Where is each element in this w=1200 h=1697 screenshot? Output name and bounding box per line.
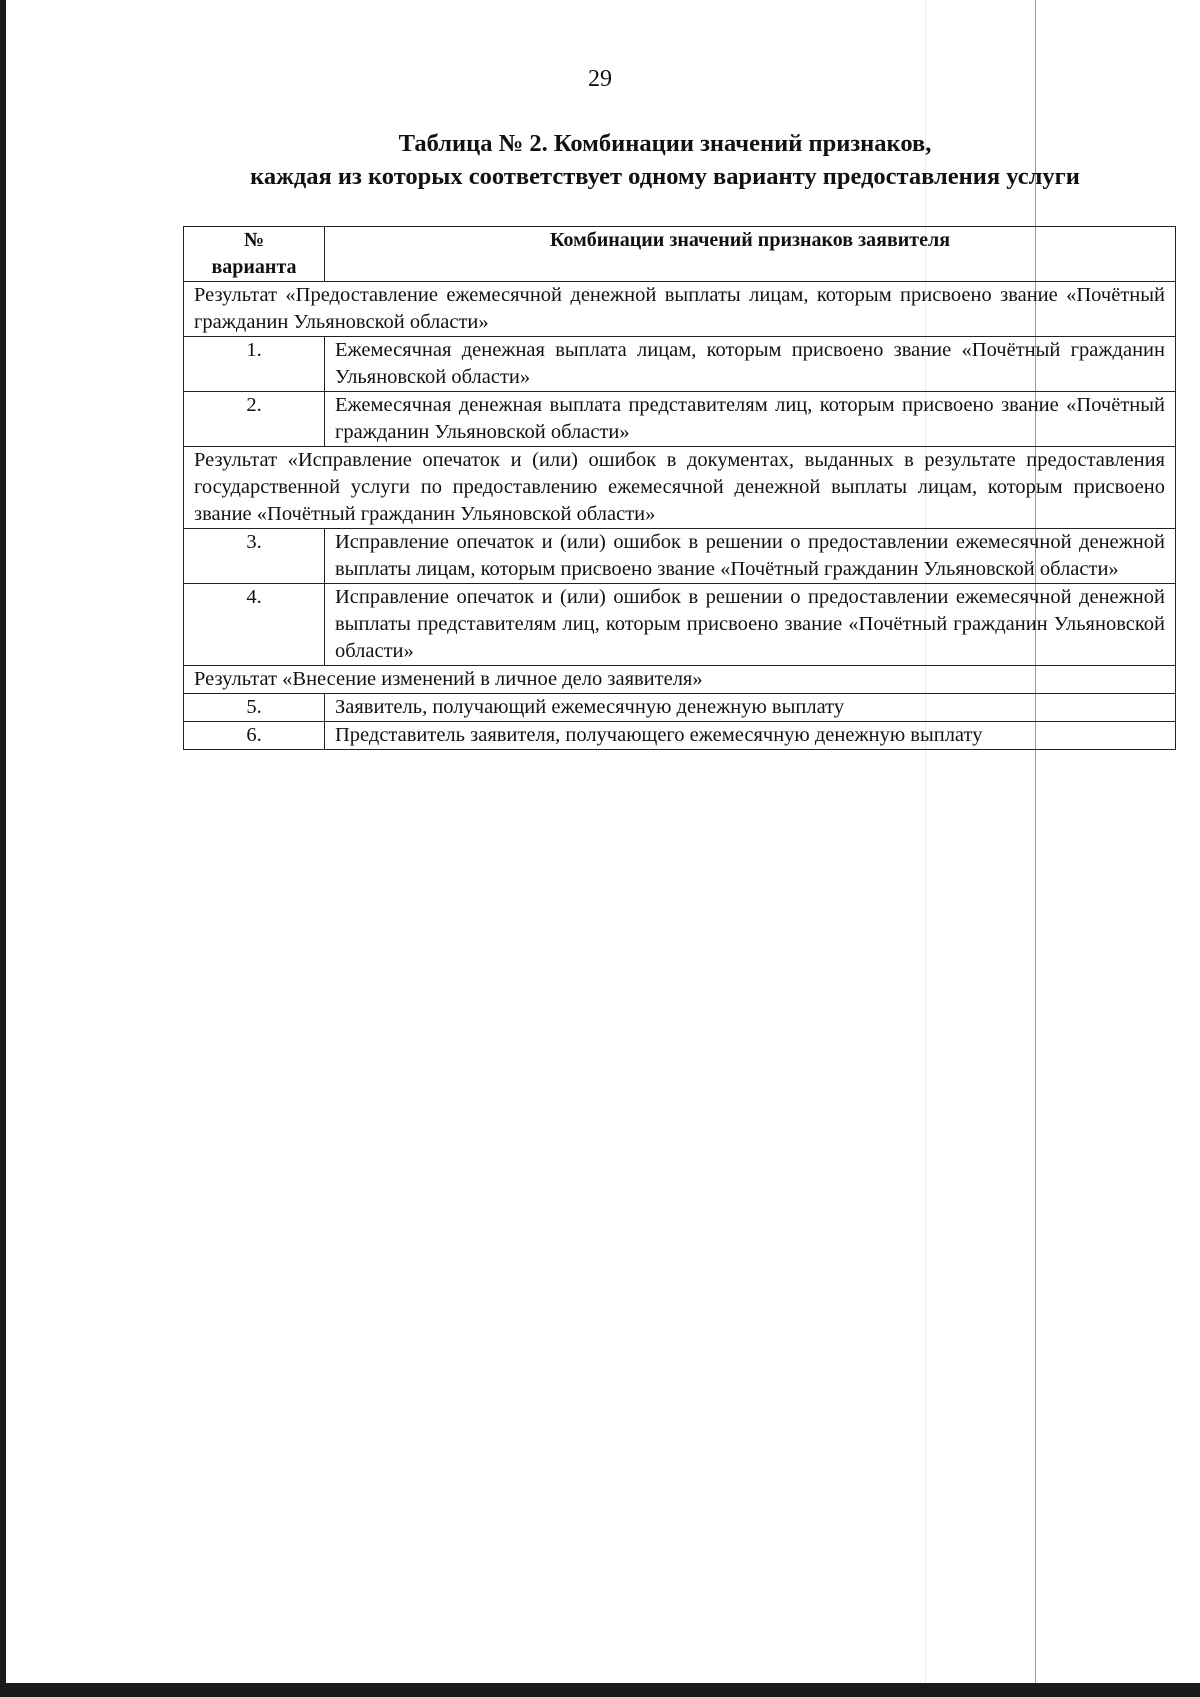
result-group-row xyxy=(184,447,1176,529)
table-row xyxy=(184,529,1176,584)
header-number-sign: № xyxy=(243,229,265,251)
variant-number: 3. xyxy=(184,529,325,584)
variant-number: 1. xyxy=(184,337,325,392)
scan-left-edge xyxy=(0,0,6,1697)
table-row xyxy=(184,694,1176,722)
variant-text: Ежемесячная денежная выплата лицам, которым присвоено звание «Почётный гражданин Ульяновской области» xyxy=(325,337,1176,392)
table-header-row xyxy=(184,227,1176,282)
page-number: 29 xyxy=(588,66,612,92)
variant-number: 4. xyxy=(184,584,325,666)
table-row xyxy=(184,392,1176,447)
variant-text: Исправление опечаток и (или) ошибок в решении о предоставлении ежемесячной денежной выплаты лицам, которым присвоено звание «Почётный гражданин Ульяновской области» xyxy=(325,529,1176,584)
table-title xyxy=(150,127,1180,193)
variant-text: Ежемесячная денежная выплата представителям лиц, которым присвоено звание «Почётный гражданин Ульяновской области» xyxy=(325,392,1176,447)
header-variant-number xyxy=(184,227,325,282)
result-group-text: Результат «Исправление опечаток и (или) ошибок в документах, выданных в результате предоставления государственной услуги по предоставлению ежемесячной денежной выплаты лицам, которым присвоено звание «Почётный гражданин Ульяновской области» xyxy=(184,447,1176,529)
header-combination: Комбинации значений признаков заявителя xyxy=(325,227,1176,282)
variant-number: 2. xyxy=(184,392,325,447)
table-row xyxy=(184,337,1176,392)
table-row xyxy=(184,584,1176,666)
table-title-line-1: Таблица № 2. Комбинации значений признаков, xyxy=(398,130,932,157)
variant-text: Представитель заявителя, получающего ежемесячную денежную выплату xyxy=(325,722,1176,750)
result-group-row xyxy=(184,666,1176,694)
result-group-text: Результат «Предоставление ежемесячной денежной выплаты лицам, которым присвоено звание «Почётный гражданин Ульяновской области» xyxy=(184,282,1176,337)
variants-table xyxy=(183,226,1176,750)
variant-text: Заявитель, получающий ежемесячную денежную выплату xyxy=(325,694,1176,722)
header-variant-label: варианта xyxy=(211,256,297,278)
result-group-row xyxy=(184,282,1176,337)
table-title-line-2: каждая из которых соответствует одному варианту предоставления услуги xyxy=(250,163,1080,190)
variant-number: 6. xyxy=(184,722,325,750)
scan-bottom-edge xyxy=(0,1683,1200,1697)
variant-number: 5. xyxy=(184,694,325,722)
result-group-text: Результат «Внесение изменений в личное дело заявителя» xyxy=(184,666,1176,694)
variant-text: Исправление опечаток и (или) ошибок в решении о предоставлении ежемесячной денежной выплаты представителям лиц, которым присвоено звание «Почётный гражданин Ульяновской области» xyxy=(325,584,1176,666)
table-row xyxy=(184,722,1176,750)
